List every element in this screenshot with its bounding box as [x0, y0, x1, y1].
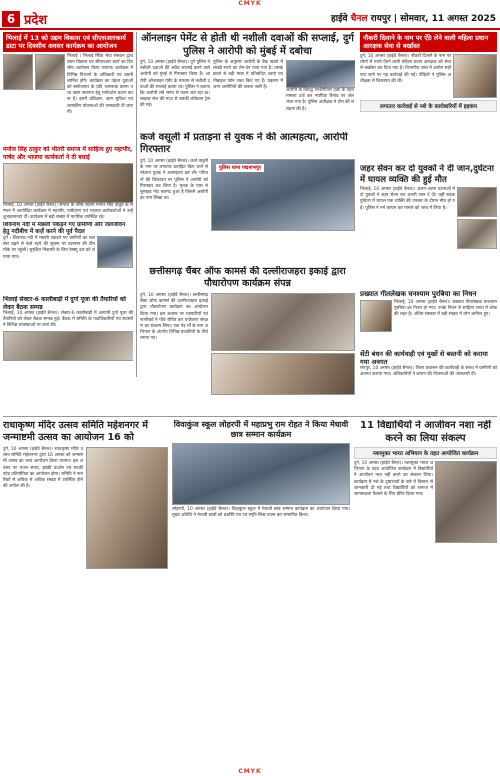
masthead: हाईवे चैनल रायपुर | सोमवार, 11 अगस्त 2025 — [330, 14, 496, 24]
story-s10-photo-1 — [211, 293, 355, 351]
story-s13-headline: विवाकुंज स्कूल लोहरपी में महाप्रभु राम रोहत ने किया मेधावी छात्र सम्मान कार्यक्रम — [173, 420, 349, 439]
top-color-marker: CMYK — [238, 0, 262, 7]
story-s2-body-b: पुलिस के अनुसार आरोपी के बैंक खातों में लाखों रुपये का लेन-देन पाया गया है। उसके कब्जे से बड़ी मात्रा में प्रतिबंधित दवाएं एवं मोबाइल फोन जब्त किए गए हैं। प्रकरण में अन्य आरोपियों की तलाश जारी है। — [213, 60, 283, 90]
story-s9-body: भिलाई, 10 अगस्त (हाईवे चैनल)। प्रख्यात गीतलेखक घनश्याम पुरबिया का निधन हो गया। उनके निधन से साहित्य जगत में शोक की लहर है। अंतिम संस्कार में बड़ी संख्या में लोग शामिल हुए। — [394, 300, 497, 318]
story-s6-photo-1 — [457, 187, 497, 217]
story-s12-photo — [86, 447, 168, 569]
story-s1-photo-2 — [35, 54, 65, 90]
story-s14 — [354, 420, 497, 766]
story-s14-kicker: नशामुक्त भारत अभियान के तहत आयोजित कार्यक्रम — [354, 447, 497, 459]
story-s5-photo-sign: पुलिस थाना पद्मनाभपुर — [216, 164, 264, 172]
story-s2-kicker: लगातार कार्रवाई से नशे के कारोबारियों में हड़कंप — [360, 100, 497, 112]
section-title: प्रदेश — [24, 13, 48, 28]
story-s9-photo — [360, 300, 392, 332]
story-s3 — [360, 32, 497, 158]
masthead-brand: चैनल — [350, 14, 368, 24]
story-s1-body: भिलाई । भिलाई स्थित सेवा संस्थान द्वारा उद्यम विकास एवं सीएसआर कार्य का दिवसीय आयोजन किया जाएगा। कार्यक्रम में विभिन्न विभागों के अधिकारी एवं उद्यमी शामिल होंगे। कार्यक्रम का उद्देश्य युवाओं को स्वरोजगार के प्रति जागरूक करना तथा उद्यम स्थापना हेतु मार्गदर्शन प्रदान करना है। इसमें प्रशिक्षण, ऋण सुविधा एवं शासकीय योजनाओं की जानकारी दी जाएगी। — [67, 54, 133, 115]
story-s2 — [140, 32, 355, 124]
story-s9 — [360, 290, 497, 346]
story-s1-photo-1 — [3, 54, 33, 90]
story-s8-headline: भिलाई सेक्टर-6 कालीबाड़ी में दुर्गा पूजा की तैयारियों को लेकर बैठक सम्पन्न — [3, 296, 126, 311]
story-s11-headline: सेंटी बंधन की कार्यवाही एवं मुखों से बस्तनी को कराया गया अवगत — [360, 350, 488, 366]
story-s4-photo — [3, 163, 133, 203]
story-s10 — [140, 266, 355, 414]
story-s7 — [3, 222, 133, 292]
story-s6 — [360, 164, 497, 284]
story-s5 — [140, 132, 355, 262]
story-s10-headline: छत्तीसगढ़ चैंबर ऑफ कामर्स की दल्लीराजहरा इकाई द्वारा पौधारोपण कार्यक्रम संपन्न — [149, 266, 346, 289]
story-s9-headline: प्रख्यात गीतलेखक घनश्याम पुरबिया का निधन — [360, 290, 477, 298]
story-s4-headline: मनोज सिंह ठाकुर को भीतरी समाज में साहित्य हुए महापौर, पार्षद और भाजपा कार्यकर्ता ने दी बधाई — [3, 146, 133, 161]
story-s3-photo — [453, 54, 497, 98]
story-s12 — [3, 420, 168, 766]
story-s13 — [172, 420, 350, 766]
story-s6-headline: जहर सेवन कर दो युवकों ने दी जान,दुर्घटना में घायल व्यक्ति की हुई मौत — [360, 164, 494, 185]
story-s3-headline: नौकरी दिलाने के नाम पर ऐंठे लेने वाली महिला प्रधान आरक्षक सेवा से बर्खास्त — [360, 32, 497, 52]
story-s1-headline: भिलाई में 13 को उद्यम विकास एवं सीएसआरकार्य डाटा पर दिवसीय अवसर कार्यक्रम का आयोजन — [3, 32, 133, 52]
story-s5-body: दुर्ग, 10 अगस्त (हाईवे चैनल)। कर्ज वसूली के नाम पर लगातार प्रताड़ित किए जाने से परेशान युवक ने आत्महत्या कर ली। परिजनों की शिकायत पर पुलिस ने आरोपी को गिरफ्तार कर लिया है। मृतक के पास से सुसाइड नोट बरामद हुआ है जिसमें आरोपी का नाम लिखा था। — [140, 159, 208, 202]
story-s14-headline: 11 विद्यार्थियों ने आजीवन नशा नहीं करने का लिया संकल्प — [359, 420, 491, 444]
story-s8-body: भिलाई, 10 अगस्त (हाईवे चैनल)। सेक्टर-6 कालीबाड़ी में आगामी दुर्गा पूजा की तैयारियों को लेकर बैठक सम्पन्न हुई। बैठक में समिति के पदाधिकारियों एवं सदस्यों ने विभिन्न व्यवस्थाओं पर चर्चा की। — [3, 311, 133, 329]
story-s8 — [3, 296, 133, 378]
story-s2-body-a: दुर्ग, 10 अगस्त (हाईवे चैनल)। दुर्ग पुलिस ने नशीली दवाओं की अवैध सप्लाई करने वाले आरोपी को मुंबई से गिरफ्तार किया है। आरोपी ऑनलाइन पेमेंट के माध्यम से नशीली दवाओं की सप्लाई करता था। पुलिस ने बताया कि आरोपी लंबे समय से फरार चल रहा था। साइबर सेल की मदद से उसकी लोकेशन ट्रेस की गई। — [140, 60, 210, 109]
story-s4 — [3, 146, 133, 220]
bottom-color-marker: CMYK — [238, 768, 262, 775]
story-s6-body: भिलाई, 10 अगस्त (हाईवे चैनल)। अलग-अलग घटनाओं में दो युवकों ने जहर सेवन कर अपनी जान दे दी। वहीं सड़क दुर्घटना में घायल एक व्यक्ति की उपचार के दौरान मौत हो गई। पुलिस ने मर्ग कायम कर मामले को जांच में लिया है। — [360, 187, 455, 211]
story-s13-photo — [172, 443, 350, 505]
story-s7-photo — [97, 236, 133, 268]
story-s8-photo — [3, 331, 133, 361]
story-s11 — [360, 350, 497, 410]
masthead-title: हाईवे — [330, 14, 348, 24]
story-s14-photo — [435, 461, 497, 543]
story-s2-headline: ऑनलाइन पेमेंट से होती थी नशीली दवाओं की सप्लाई, दुर्ग पुलिस ने आरोपी को मुंबई में दबोचा — [141, 33, 354, 57]
story-s10-body: दुर्ग, 10 अगस्त (हाईवे चैनल)। छत्तीसगढ़ चैंबर ऑफ कामर्स की दल्लीराजहरा इकाई द्वारा पौधारोपण कार्यक्रम का आयोजन किया गया। इस अवसर पर व्यापारियों एवं नागरिकों ने पौधे रोपित कर पर्यावरण संरक्षण का संकल्प लिया। एक पेड़ माँ के नाम अभियान के अंतर्गत विभिन्न प्रजातियों के पौधे लगाए गए। — [140, 293, 208, 342]
story-s10-photo-2 — [211, 353, 355, 395]
story-s4-body: भिलाई, 10 अगस्त (हाईवे चैनल)। समाज के वरिष्ठ सदस्य मनोज सिंह ठाकुर के सम्मान में आयोजित कार्यक्रम में महापौर, पार्षदगण एवं भाजपा कार्यकर्ताओं ने उन्हें शुभकामनाएं दीं। कार्यक्रम में बड़ी संख्या में नागरिक उपस्थित रहे। — [3, 203, 133, 220]
masthead-date: सोमवार, 11 अगस्त 2025 — [400, 14, 496, 24]
story-s14-body: दुर्ग, 10 अगस्त (हाईवे चैनल)। नशामुक्त भारत अभियान के तहत आयोजित कार्यक्रम में विद्यार्थियों ने आजीवन नशा नहीं करने का संकल्प लिया। कार्यक्रम में नशे के दुष्प्रभावों के बारे में विस्तार से जानकारी दी गई तथा विद्यार्थियों को समाज में जागरूकता फैलाने के लिए प्रेरित किया गया। — [354, 461, 433, 498]
story-s11-body: रायपुर, 10 अगस्त (हाईवे चैनल)। जिला प्रशासन की कार्यवाही के संबंध में ग्रामीणों को अवगत कराया गया। अधिकारियों ने शासन की योजनाओं की जानकारी दी। — [360, 366, 497, 378]
story-s1 — [3, 32, 133, 142]
story-s12-body: दुर्ग, 10 अगस्त (हाईवे चैनल)। राधाकृष्ण मंदिर उत्सव समिति महेशनगर द्वारा 16 अगस्त को जन्माष्टमी उत्सव का भव्य आयोजन किया जाएगा। इस अवसर पर भजन संध्या, झांकी प्रदर्शन एवं मटकी फोड़ प्रतियोगिता का आयोजन होगा। समिति ने नागरिकों से अधिक से अधिक संख्या में उपस्थित होने की अपील की है। — [3, 447, 83, 490]
story-s5-photo — [211, 159, 355, 231]
story-s6-photo-2 — [457, 219, 497, 249]
story-s7-headline: शिवनाथ नदी में मछली पकड़ने गए ग्रामीणों और जलजीवन हेतु नदीबीच में कर्ज़े करने की पूर्व पैदल — [3, 222, 126, 235]
page-number: 6 — [2, 11, 20, 27]
masthead-city: रायपुर — [370, 14, 391, 24]
story-s5-headline: कर्ज वसूली में प्रताड़ना से युवक ने की आत्महत्या, आरोपी गिरफ्तार — [140, 132, 348, 155]
story-s3-body: दुर्ग, 10 अगस्त (हाईवे चैनल)। नौकरी दिलाने के नाम पर लोगों से रुपये ऐंठने वाली महिला प्रधान आरक्षक को सेवा से बर्खास्त कर दिया गया है। विभागीय जांच में आरोप सही पाए जाने पर यह कार्रवाई की गई। पीड़ितों ने पुलिस अधीक्षक से शिकायत की थी। — [360, 54, 451, 84]
story-s7-body: दुर्ग । शिवनाथ नदी में मछली पकड़ने गए ग्रामीणों का जलस्तर बढ़ने से फंसे रहने की सूचना पर प्रशासन की टीम मौके पर पहुंची। सुरक्षित निकासी के लिए रेस्क्यू दल को लगाया गया। — [3, 236, 95, 260]
page-header — [0, 8, 500, 30]
story-s2-body-c: आरोपी के विरुद्ध एनडीपीएस एक्ट के तहत मामला दर्ज कर न्यायिक रिमांड पर जेल भेजा गया है। पुलिस अधीक्षक ने टीम की सराहना की है। — [286, 88, 354, 112]
story-s2-photo — [286, 60, 355, 88]
story-s12-headline: राधाकृष्ण मंदिर उत्सव समिति महेशनगर में जन्माष्टमी उत्सव का आयोजन 16 को — [3, 420, 148, 443]
story-s13-body: लोहरपी, 10 अगस्त (हाईवे चैनल)। विवाकुंज स्कूल में मेधावी छात्र सम्मान कार्यक्रम का आयोजन किया गया। मुख्य अतिथि ने मेधावी छात्रों को प्रशस्ति पत्र एवं स्मृति चिन्ह प्रदान कर सम्मानित किया। — [172, 507, 350, 519]
